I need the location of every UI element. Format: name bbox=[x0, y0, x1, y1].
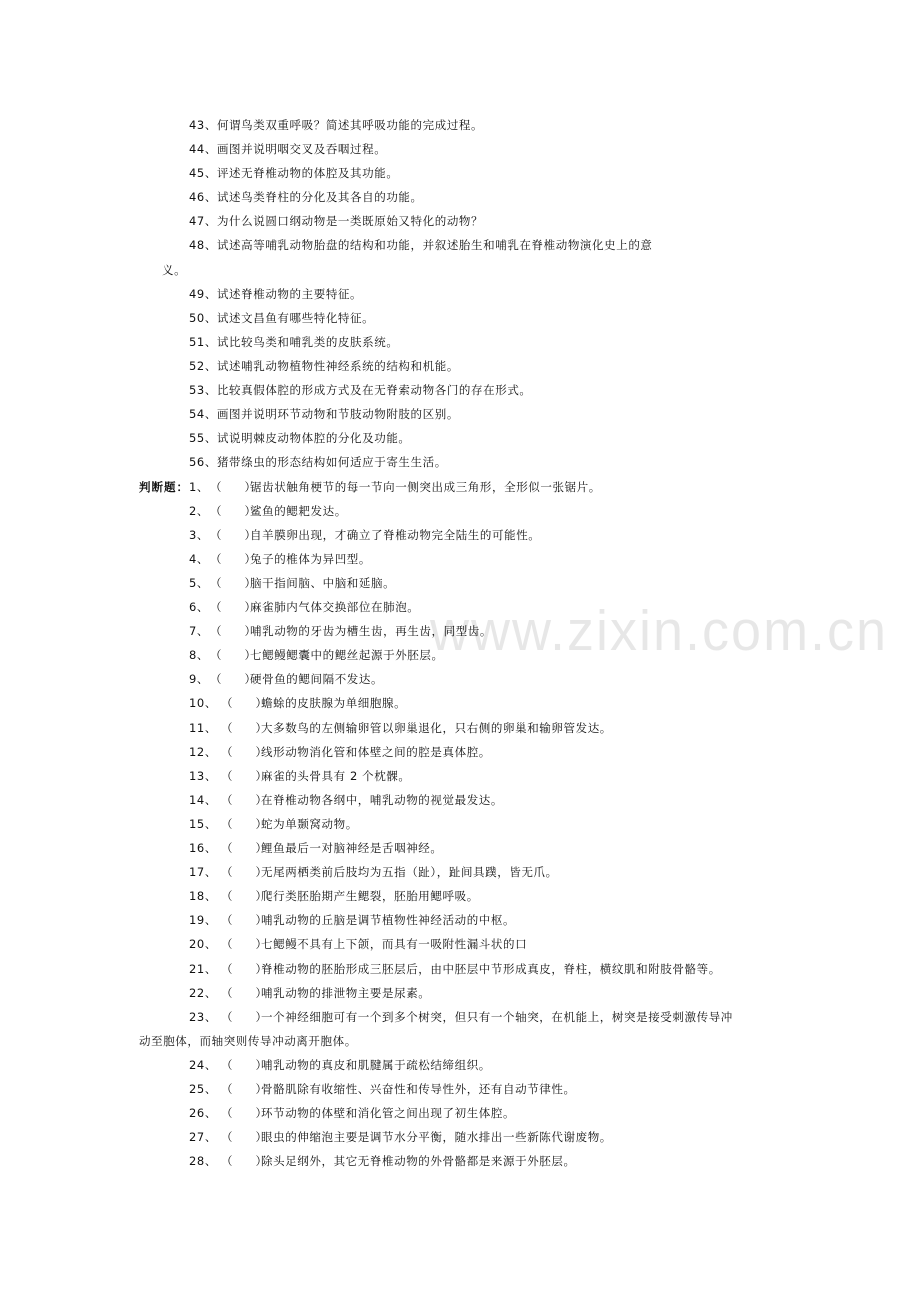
answer-blank: （ ） bbox=[210, 600, 256, 614]
judgment-item bbox=[189, 864, 558, 880]
judgment-statement: 鲤鱼最后一对脑神经是舌咽神经。 bbox=[261, 841, 443, 855]
question-item bbox=[189, 165, 398, 181]
judgment-item bbox=[189, 936, 527, 952]
judgment-item bbox=[189, 1105, 515, 1121]
question-item bbox=[189, 213, 483, 229]
judgment-number: 4、 bbox=[189, 552, 210, 566]
judgment-number: 28、 bbox=[189, 1154, 217, 1168]
question-item bbox=[189, 454, 447, 470]
judgment-number: 15、 bbox=[189, 817, 217, 831]
judgment-statement: 线形动物消化管和体壁之间的腔是真体腔。 bbox=[261, 745, 491, 759]
question-number: 47、 bbox=[189, 214, 217, 228]
question-item bbox=[189, 117, 483, 133]
judgment-number: 23、 bbox=[189, 1010, 217, 1024]
question-number: 52、 bbox=[189, 359, 217, 373]
question-item bbox=[189, 382, 532, 398]
question-text: 评述无脊椎动物的体腔及其功能。 bbox=[216, 166, 399, 180]
judgment-number: 14、 bbox=[189, 793, 217, 807]
question-number: 44、 bbox=[189, 142, 217, 156]
judgment-item bbox=[189, 1057, 491, 1073]
judgment-number: 9、 bbox=[189, 672, 210, 686]
question-item bbox=[189, 406, 459, 422]
judgment-item bbox=[189, 551, 371, 567]
answer-blank: （ ） bbox=[221, 769, 267, 783]
judgment-item bbox=[139, 479, 601, 495]
judgment-statement: 骨骼肌除有收缩性、兴奋性和传导性外，还有自动节律性。 bbox=[261, 1082, 576, 1096]
judgment-number: 8、 bbox=[189, 648, 210, 662]
answer-blank: （ ） bbox=[221, 1082, 267, 1096]
question-number: 50、 bbox=[189, 311, 217, 325]
question-number: 49、 bbox=[189, 287, 217, 301]
answer-blank: （ ） bbox=[210, 576, 256, 590]
judgment-number: 24、 bbox=[189, 1058, 217, 1072]
question-number: 51、 bbox=[189, 335, 217, 349]
answer-blank: （ ） bbox=[210, 480, 256, 494]
judgment-number: 18、 bbox=[189, 889, 217, 903]
question-text: 为什么说圆口纲动物是一类既原始又特化的动物？ bbox=[216, 214, 484, 228]
judgment-item bbox=[189, 575, 395, 591]
judgment-number: 21、 bbox=[189, 962, 217, 976]
question-text: 猪带绦虫的形态结构如何适应于寄生生活。 bbox=[216, 455, 447, 469]
judgment-statement: 脊椎动物的胚胎形成三胚层后，由中胚层中节形成真皮，脊柱，横纹肌和附肢骨骼等。 bbox=[261, 962, 721, 976]
judgment-item bbox=[189, 888, 479, 904]
judgment-statement: 硬骨鱼的鳃间隔不发达。 bbox=[250, 672, 384, 686]
judgment-statement: 在脊椎动物各纲中，哺乳动物的视觉最发达。 bbox=[261, 793, 503, 807]
judgment-item bbox=[189, 1153, 576, 1169]
question-number: 46、 bbox=[189, 190, 217, 204]
judgment-statement: 脑干指间脑、中脑和延脑。 bbox=[250, 576, 396, 590]
judgment-number: 1、 bbox=[189, 480, 210, 494]
judgment-statement: 麻雀的头骨具有 2 个枕髁。 bbox=[261, 769, 411, 783]
judgment-statement: 锯齿状触角梗节的每一节向一侧突出成三角形，全形似一张锯片。 bbox=[250, 480, 601, 494]
judgment-number: 6、 bbox=[189, 600, 210, 614]
answer-blank: （ ） bbox=[210, 624, 256, 638]
judgment-number: 20、 bbox=[189, 937, 217, 951]
judgment-statement: 七鳃鳗鳃囊中的鳃丝起源于外胚层。 bbox=[250, 648, 444, 662]
question-item bbox=[189, 334, 398, 350]
judgment-item bbox=[189, 647, 444, 663]
answer-blank: （ ） bbox=[221, 1154, 267, 1168]
judgment-item bbox=[189, 1009, 733, 1025]
question-text: 何谓鸟类双重呼吸？简述其呼吸功能的完成过程。 bbox=[216, 118, 484, 132]
judgment-number: 12、 bbox=[189, 745, 217, 759]
answer-blank: （ ） bbox=[221, 962, 267, 976]
question-text: 画图并说明咽交叉及吞咽过程。 bbox=[216, 142, 387, 156]
question-number: 45、 bbox=[189, 166, 217, 180]
judgment-statement: 大多数鸟的左侧输卵管以卵巢退化，只右侧的卵巢和输卵管发达。 bbox=[261, 721, 612, 735]
answer-blank: （ ） bbox=[210, 648, 256, 662]
answer-blank: （ ） bbox=[221, 721, 267, 735]
question-text-continued: 义。 bbox=[162, 263, 187, 277]
question-text: 试述哺乳动物植物性神经系统的结构和机能。 bbox=[216, 359, 459, 373]
judgment-statement: 蟾蜍的皮肤腺为单细胞腺。 bbox=[261, 696, 407, 710]
answer-blank: （ ） bbox=[221, 696, 267, 710]
judgment-statement: 眼虫的伸缩泡主要是调节水分平衡，随水排出一些新陈代谢废物。 bbox=[261, 1130, 612, 1144]
answer-blank: （ ） bbox=[221, 1106, 267, 1120]
judgment-number: 2、 bbox=[189, 504, 210, 518]
judgment-number: 5、 bbox=[189, 576, 210, 590]
answer-blank: （ ） bbox=[221, 841, 267, 855]
question-number: 48、 bbox=[189, 238, 217, 252]
question-number: 54、 bbox=[189, 407, 217, 421]
answer-blank: （ ） bbox=[221, 865, 267, 879]
judgment-number: 19、 bbox=[189, 913, 217, 927]
judgment-item bbox=[189, 527, 540, 543]
judgment-item bbox=[189, 840, 443, 856]
question-number: 53、 bbox=[189, 383, 217, 397]
judgment-number: 3、 bbox=[189, 528, 210, 542]
judgment-statement-continued: 动至胞体，而轴突则传导冲动离开胞体。 bbox=[139, 1034, 357, 1048]
question-text: 试述脊椎动物的主要特征。 bbox=[216, 287, 363, 301]
question-item bbox=[189, 310, 374, 326]
question-text: 试述文昌鱼有哪些特化特征。 bbox=[216, 311, 375, 325]
judgment-number: 17、 bbox=[189, 865, 217, 879]
judgment-item bbox=[189, 985, 430, 1001]
judgment-item bbox=[189, 961, 721, 977]
judgment-item bbox=[189, 599, 419, 615]
answer-blank: （ ） bbox=[221, 986, 267, 1000]
judgment-statement: 自羊膜卵出现，才确立了脊椎动物完全陆生的可能性。 bbox=[250, 528, 541, 542]
judgment-statement: 麻雀肺内气体交换部位在肺泡。 bbox=[250, 600, 420, 614]
judgment-statement: 蛇为单颞窝动物。 bbox=[261, 817, 358, 831]
judgment-item bbox=[189, 1081, 576, 1097]
judgment-number: 13、 bbox=[189, 769, 217, 783]
judgment-number: 7、 bbox=[189, 624, 210, 638]
answer-blank: （ ） bbox=[210, 528, 256, 542]
question-text: 试比较鸟类和哺乳类的皮肤系统。 bbox=[216, 335, 399, 349]
judgment-item bbox=[189, 816, 358, 832]
judgment-item bbox=[189, 744, 491, 760]
question-continuation bbox=[162, 262, 186, 278]
answer-blank: （ ） bbox=[210, 552, 256, 566]
judgment-statement: 环节动物的体壁和消化管之间出现了初生体腔。 bbox=[261, 1106, 516, 1120]
judgment-statement: 哺乳动物的丘脑是调节植物性神经活动的中枢。 bbox=[261, 913, 516, 927]
answer-blank: （ ） bbox=[221, 793, 267, 807]
judgment-item bbox=[189, 792, 503, 808]
answer-blank: （ ） bbox=[221, 1010, 267, 1024]
answer-blank: （ ） bbox=[221, 1130, 267, 1144]
question-text: 画图并说明环节动物和节肢动物附肢的区别。 bbox=[216, 407, 459, 421]
judgment-item bbox=[189, 695, 406, 711]
question-number: 43、 bbox=[189, 118, 217, 132]
answer-blank: （ ） bbox=[221, 745, 267, 759]
judgment-statement: 爬行类胚胎期产生鳃裂，胚胎用鳃呼吸。 bbox=[261, 889, 479, 903]
judgment-statement: 无尾两栖类前后肢均为五指（趾），趾间具蹼，皆无爪。 bbox=[261, 865, 558, 879]
question-text: 比较真假体腔的形成方式及在无脊索动物各门的存在形式。 bbox=[216, 383, 532, 397]
judgment-number: 16、 bbox=[189, 841, 217, 855]
answer-blank: （ ） bbox=[221, 889, 267, 903]
question-item bbox=[189, 430, 411, 446]
question-item bbox=[189, 358, 459, 374]
judgment-number: 11、 bbox=[189, 721, 217, 735]
judgment-item bbox=[189, 768, 411, 784]
answer-blank: （ ） bbox=[221, 913, 267, 927]
question-text: 试述鸟类脊柱的分化及其各自的功能。 bbox=[216, 190, 423, 204]
judgment-statement: 哺乳动物的真皮和肌腱属于疏松结缔组织。 bbox=[261, 1058, 491, 1072]
judgment-statement: 七鳃鳗不具有上下颌，而具有一吸附性漏斗状的口 bbox=[261, 937, 528, 951]
question-item bbox=[189, 237, 653, 253]
question-item bbox=[189, 189, 423, 205]
judgment-item bbox=[189, 503, 347, 519]
answer-blank: （ ） bbox=[221, 937, 267, 951]
judgment-item bbox=[189, 720, 612, 736]
watermark: www.zixin.com.cn bbox=[430, 599, 889, 663]
question-item bbox=[189, 286, 362, 302]
answer-blank: （ ） bbox=[221, 1058, 267, 1072]
judgment-item bbox=[189, 1129, 612, 1145]
answer-blank: （ ） bbox=[221, 817, 267, 831]
question-text: 试述高等哺乳动物胎盘的结构和功能，并叙述胎生和哺乳在脊椎动物演化史上的意 bbox=[216, 238, 653, 252]
judgment-statement: 鲨鱼的鳃耙发达。 bbox=[250, 504, 347, 518]
judgment-continuation bbox=[139, 1033, 357, 1049]
judgment-statement: 哺乳动物的排泄物主要是尿素。 bbox=[261, 986, 431, 1000]
judgment-statement: 兔子的椎体为异凹型。 bbox=[250, 552, 371, 566]
judgment-number: 25、 bbox=[189, 1082, 217, 1096]
judgment-item bbox=[189, 671, 383, 687]
judgment-number: 26、 bbox=[189, 1106, 217, 1120]
judgment-number: 27、 bbox=[189, 1130, 217, 1144]
question-text: 试说明棘皮动物体腔的分化及功能。 bbox=[216, 431, 411, 445]
judgment-number: 10、 bbox=[189, 696, 217, 710]
section-title: 判断题： bbox=[139, 480, 189, 494]
judgment-number: 22、 bbox=[189, 986, 217, 1000]
question-number: 55、 bbox=[189, 431, 217, 445]
question-item bbox=[189, 141, 386, 157]
judgment-statement: 除头足纲外，其它无脊椎动物的外骨骼都是来源于外胚层。 bbox=[261, 1154, 576, 1168]
question-number: 56、 bbox=[189, 455, 217, 469]
judgment-item bbox=[189, 912, 515, 928]
judgment-statement: 哺乳动物的牙齿为槽生齿，再生齿，同型齿。 bbox=[250, 624, 492, 638]
answer-blank: （ ） bbox=[210, 504, 256, 518]
judgment-statement: 一个神经细胞可有一个到多个树突，但只有一个轴突，在机能上，树突是接受刺激传导冲 bbox=[261, 1010, 733, 1024]
answer-blank: （ ） bbox=[210, 672, 256, 686]
